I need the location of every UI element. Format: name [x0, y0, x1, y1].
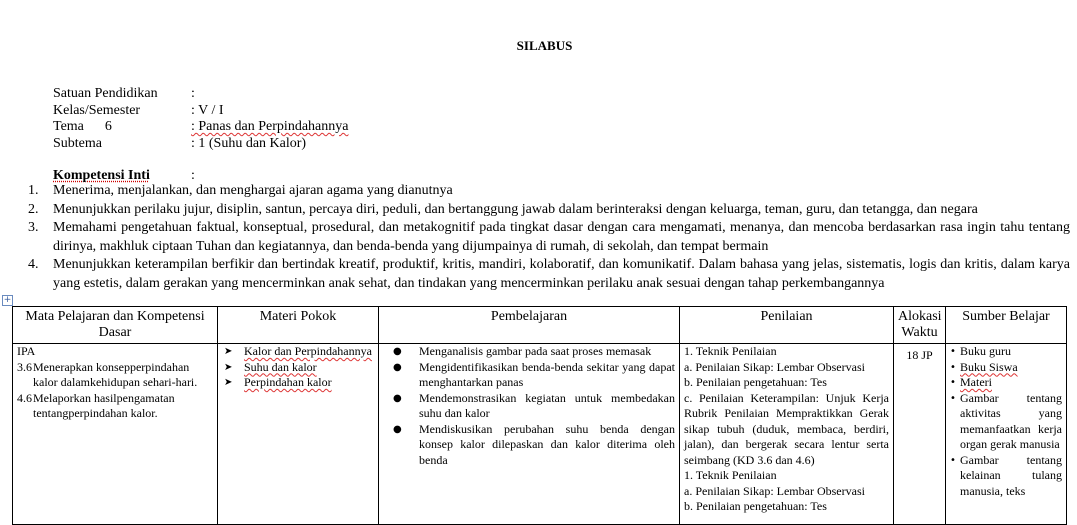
list-item: [28, 256, 1070, 293]
list-item: [222, 375, 374, 391]
sumber-text: Buku Siswa: [960, 359, 1018, 374]
cell-pembelajaran: [379, 344, 680, 525]
kompetensi-inti-label: Kompetensi Inti: [53, 168, 150, 183]
item-text: Memahami pengetahuan faktual, konseptual, prosedural, dan metakognitif pada tingkat dasar dengan cara mengamati, menanya, dan mencoba berdasarkan rasa ingin tahu tentang dirinya, makhluk ciptaan Tuhan dan kegiatannya, dan benda-benda yang dijumpainya di rumah, di sekolah, dan tempat bermain: [53, 220, 1070, 254]
sumber-text: Gambar tentang kelainan tulang manusia, teks: [960, 452, 1062, 498]
list-item: [383, 360, 675, 391]
silabus-table: [12, 306, 1067, 525]
sumber-list: [950, 344, 1062, 499]
pembelajaran-text: Menganalisis gambar pada saat proses memasak: [419, 344, 652, 358]
penilaian-line: b. Penilaian pengetahuan: Tes: [684, 375, 827, 389]
header-cell: Sumber Belajar: [946, 307, 1067, 344]
materi-text: Perpindahan kalor: [244, 375, 332, 389]
list-item: [28, 182, 1070, 201]
meta-label: Tema 6: [53, 119, 112, 134]
header-cell: Pembelajaran: [379, 307, 680, 344]
dot-bullet-icon: ●: [393, 423, 402, 435]
item-number: 1.: [28, 183, 39, 198]
dot-bullet-icon: •: [950, 346, 956, 357]
identity-block: [53, 86, 348, 185]
cell-penilaian: [680, 344, 894, 525]
list-item: [950, 360, 1062, 376]
pembelajaran-text: Mendemonstrasikan kegiatan untuk membedakan suhu dan kalor: [419, 390, 675, 420]
dot-bullet-icon: ●: [393, 346, 402, 357]
meta-label: Satuan Pendidikan: [53, 86, 158, 101]
meta-value: : V / I: [191, 102, 224, 118]
meta-label: Subtema: [53, 135, 102, 151]
penilaian-line: 1. Teknik Penilaian: [684, 344, 777, 358]
item-number: 4.: [28, 257, 39, 272]
cell-alokasi-waktu: [894, 344, 946, 525]
penilaian-line: a. Penilaian Sikap: Lembar Observasi: [684, 483, 865, 498]
cell-kompetensi-dasar: [13, 344, 218, 525]
sumber-text: Materi: [960, 375, 992, 389]
list-item: [950, 391, 1062, 453]
meta-value: :: [191, 86, 195, 101]
table-row: [13, 344, 1067, 525]
materi-text: Kalor dan Perpindahannya: [244, 344, 372, 358]
meta-value: : 1 (Suhu dan Kalor): [191, 135, 307, 151]
item-text: Menunjukkan keterampilan berfikir dan bertindak kreatif, produktif, kritis, mandiri, kolaboratif, dan komunikatif. Dalam bahasa yang jelas, sistematis, logis dan kritis, dalam karya yang estetis, dalam gerakan yang mencerminkan anak sehat, dan tindakan yang mencerminkan perilaku anak sesuai dengan tahap perkembangannya: [53, 257, 1070, 291]
header-cell: Penilaian: [680, 307, 894, 344]
item-number: 3.: [28, 220, 39, 235]
list-item: [28, 201, 1070, 220]
alokasi-value: 18 JP: [906, 348, 933, 362]
list-item: [383, 344, 675, 360]
materi-list: [222, 344, 374, 391]
pembelajaran-list: [383, 344, 675, 468]
item-number: 2.: [28, 201, 39, 217]
kd-text: Menerapkan konsepperpindahan kalor dalamkehidupan sehari-hari.: [33, 359, 198, 389]
list-item: [28, 219, 1070, 256]
cell-sumber-belajar: [946, 344, 1067, 525]
sumber-text: Gambar tentang aktivitas yang memanfaatkan kerja organ gerak manusia: [960, 390, 1062, 451]
kd-number: 4.6: [17, 390, 32, 405]
dot-bullet-icon: •: [950, 454, 956, 466]
list-item: [222, 360, 374, 376]
meta-row-subtema: [53, 136, 348, 153]
penilaian-line: c. Penilaian Keterampilan: Unjuk Kerja Rubrik Penilaian Mempraktikkan Gerak sikap tubuh (duduk, membaca, berdiri, jalan), dan bergerak secara lentur serta seimbang (KD 3.6 dan 4.6): [684, 390, 889, 467]
dot-bullet-icon: •: [950, 361, 956, 373]
penilaian-line: 1. Teknik Penilaian: [684, 468, 777, 482]
cell-materi-pokok: [218, 344, 379, 525]
list-item: [222, 344, 374, 360]
dot-bullet-icon: •: [950, 392, 956, 404]
table-move-handle-icon[interactable]: +: [3, 295, 12, 305]
header-cell: Mata Pelajaran dan Kompetensi Dasar: [13, 307, 218, 344]
sumber-text: Buku guru: [960, 344, 1011, 358]
meta-label: Kelas/Semester: [53, 102, 141, 118]
list-item: [950, 453, 1062, 500]
meta-row-satuan: [53, 86, 348, 103]
header-cell: Alokasi Waktu: [894, 307, 946, 344]
kd-number: 3.6: [17, 359, 32, 374]
item-text: Menerima, menjalankan, dan menghargai ajaran agama yang dianutnya: [53, 183, 453, 198]
penilaian-line: a. Penilaian Sikap: Lembar Observasi: [684, 359, 865, 374]
list-item: [950, 375, 1062, 391]
kd-item: [17, 360, 213, 391]
subject-name: IPA: [17, 344, 36, 358]
dot-bullet-icon: ●: [393, 392, 402, 404]
materi-text: Suhu dan kalor: [244, 359, 317, 374]
kompetensi-inti-list: [28, 182, 1070, 293]
pembelajaran-text: Mendiskusikan perubahan suhu benda dengan konsep kalor dilepaskan dan kalor diterima oleh benda: [419, 421, 675, 467]
dot-bullet-icon: •: [950, 377, 956, 388]
dot-bullet-icon: ●: [393, 361, 402, 373]
meta-row-kelas: [53, 103, 348, 120]
penilaian-line: b. Penilaian pengetahuan: Tes: [684, 499, 827, 513]
meta-row-tema: [53, 119, 348, 136]
list-item: [383, 422, 675, 469]
list-item: [383, 391, 675, 422]
kompetensi-inti-colon: :: [191, 168, 195, 183]
table-header-row: [13, 307, 1067, 344]
meta-value: : Panas dan Perpindahannya: [191, 119, 349, 134]
arrow-bullet-icon: ➤: [224, 361, 233, 373]
arrow-bullet-icon: ➤: [224, 377, 233, 388]
pembelajaran-text: Mengidentifikasikan benda-benda sekitar yang dapat menghantarkan panas: [419, 359, 675, 389]
header-cell: Materi Pokok: [218, 307, 379, 344]
document-title: SILABUS: [516, 38, 573, 53]
kd-text: Melaporkan hasilpengamatan tentangperpindahan kalor.: [33, 390, 175, 420]
arrow-bullet-icon: ➤: [224, 346, 233, 357]
list-item: [950, 344, 1062, 360]
item-text: Menunjukkan perilaku jujur, disiplin, santun, percaya diri, peduli, dan bertanggung jawab dalam berinteraksi dengan keluarga, teman, guru, dan tetangga, dan negara: [53, 201, 978, 217]
kd-item: [17, 391, 213, 422]
